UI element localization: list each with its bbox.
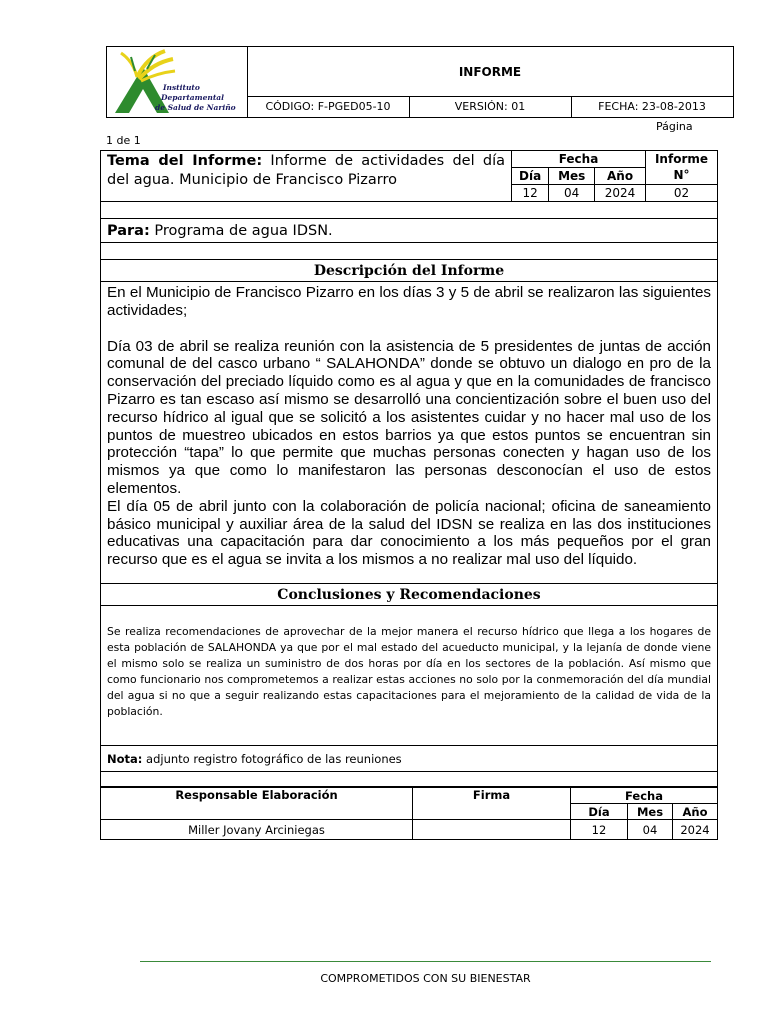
informe-numero: 02 xyxy=(673,186,690,200)
logo xyxy=(107,47,248,117)
firma-anio: 2024 xyxy=(673,820,718,840)
nota-row xyxy=(100,746,718,772)
pagina-label: Página xyxy=(656,120,693,133)
tema-anio: 2024 xyxy=(595,184,645,201)
blank-row xyxy=(100,243,718,260)
footer-slogan: COMPROMETIDOS CON SU BIENESTAR xyxy=(320,972,531,985)
codigo: CÓDIGO: F-PGED05-10 xyxy=(247,96,410,117)
responsable-label: Responsable Elaboración xyxy=(101,788,413,820)
blank-row xyxy=(100,202,718,219)
footer-divider xyxy=(140,961,711,962)
descripcion-p1: En el Municipio de Francisco Pizarro en los días 3 y 5 de abril se realizaron las siguientes actividades; xyxy=(107,284,711,319)
nota-label: Nota: xyxy=(107,751,143,766)
informe-number-block xyxy=(646,151,717,201)
descripcion-body xyxy=(100,282,718,584)
blank-row xyxy=(100,772,718,787)
header-fecha: FECHA: 23-08-2013 xyxy=(598,100,706,113)
firma-anio-label: Año xyxy=(673,804,718,820)
signature-table xyxy=(100,787,718,840)
logo-line-3: de Salud de Nariño xyxy=(155,103,236,112)
firma-value xyxy=(413,820,571,840)
version: VERSIÓN: 01 xyxy=(409,96,572,117)
conclusiones-title: Conclusiones y Recomendaciones xyxy=(100,584,718,606)
informe-numero-label: N° xyxy=(673,168,690,182)
descripcion-p2: Día 03 de abril se realiza reunión con la asistencia de 5 presidentes de juntas de acción comunal de del casco urbano “ SALAHONDA” donde se obtuvo un dialogo en pro de la conservación del preciado líquido como es al agua y que en la comunidades de francisco Pizarro es tan escaso así mismo se desarrolló una concientización sobre el buen uso del recurso hídrico al igual que se solicitó a los asistentes cuidar y no hacer mal uso de los puntos de muestreo ubicados en estos barrios ya que estos puntos se encuentran sin protección “tapa” lo que permite que muchas personas conecten y hagan uso de los mismos ya que como lo manifestaron las personas desconocían el uso de estos elementos. xyxy=(107,337,711,497)
firma-dia-label: Día xyxy=(571,804,628,820)
tema-mes-label: Mes xyxy=(549,167,595,184)
nota-value: adjunto registro fotográfico de las reuniones xyxy=(146,751,402,766)
tema-row xyxy=(100,150,718,202)
tema-dia-label: Día xyxy=(512,167,549,184)
para-row xyxy=(100,219,718,243)
para-value: Programa de agua IDSN. xyxy=(154,222,333,239)
firma-mes-label: Mes xyxy=(628,804,673,820)
tema-field xyxy=(101,151,511,201)
informe-label: Informe xyxy=(654,152,709,166)
document-header xyxy=(106,46,734,118)
conclusiones-body: Se realiza recomendaciones de aprovechar de la mejor manera el recurso hídrico que llega a los hogares de esta población de SALAHONDA ya que por el mal estado del acueducto municipal, y la lejanía de donde viene el mismo solo se realiza un suministro de dos horas por día en los sectores de la población. Así mismo que como funcionario nos comprometemos a realizar estas acciones no solo por la conmemoración del día mundial del agua si no que a seguir realizando estas capacitaciones para el mejoramiento de la calidad de vida de la población. xyxy=(100,606,718,746)
logo-text xyxy=(155,83,247,113)
firma-fecha-label: Fecha xyxy=(571,788,718,804)
logo-line-1: Instituto xyxy=(163,83,200,92)
tema-mes: 04 xyxy=(549,184,595,201)
tema-value: Informe de actividades del día del agua. Municipio de Francisco Pizarro xyxy=(107,153,505,188)
responsable-name: Miller Jovany Arciniegas xyxy=(101,820,413,840)
para-label: Para: xyxy=(107,222,150,239)
tema-fecha-label: Fecha xyxy=(512,151,645,167)
logo-line-2: Departamental xyxy=(161,93,224,102)
tema-anio-label: Año xyxy=(595,167,645,184)
report-form xyxy=(100,150,718,840)
document-title: INFORME xyxy=(247,47,733,97)
tema-fecha-block xyxy=(511,151,646,201)
tema-dia: 12 xyxy=(512,184,549,201)
tema-label: Tema del Informe: xyxy=(107,153,263,169)
descripcion-p3: El día 05 de abril junto con la colaboración de policía nacional; oficina de saneamiento básico municipal y auxiliar área de la salud del IDSN se realiza en las dos instituciones educativas una capacitación para dar conocimiento a los más pequeños por el gran recurso que es el agua se invita a los mismos a no realizar mal uso del líquido. xyxy=(107,497,711,569)
descripcion-title: Descripción del Informe xyxy=(100,260,718,282)
firma-mes: 04 xyxy=(628,820,673,840)
firma-label: Firma xyxy=(413,788,571,820)
pagina-value: 1 de 1 xyxy=(106,134,141,147)
firma-dia: 12 xyxy=(571,820,628,840)
